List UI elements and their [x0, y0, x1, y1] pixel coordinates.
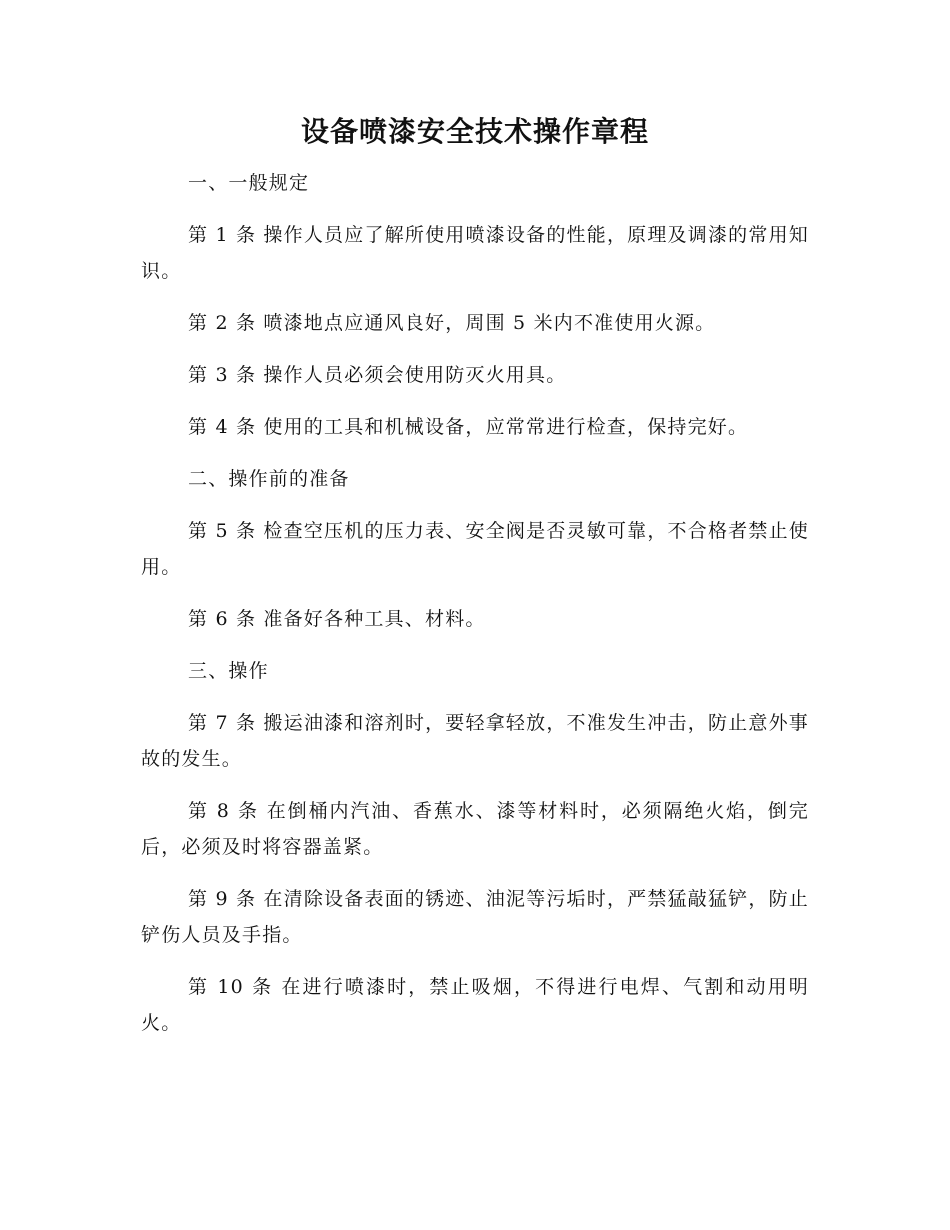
article-4: 第 4 条 使用的工具和机械设备，应常常进行检查，保持完好。 [188, 416, 749, 438]
article-10: 第 10 条 在进行喷漆时，禁止吸烟，不得进行电焊、气割和动用明火。 [141, 976, 809, 1034]
article-1: 第 1 条 操作人员应了解所使用喷漆设备的性能，原理及调漆的常用知识。 [141, 224, 809, 282]
section-heading-preparation: 二、操作前的准备 [188, 468, 350, 490]
article-3: 第 3 条 操作人员必须会使用防灭火用具。 [188, 364, 567, 386]
document-body [141, 165, 809, 1057]
article-7: 第 7 条 搬运油漆和溶剂时，要轻拿轻放，不准发生冲击，防止意外事故的发生。 [141, 712, 809, 770]
section-heading-operation: 三、操作 [188, 660, 269, 682]
article-5: 第 5 条 检查空压机的压力表、安全阀是否灵敏可靠，不合格者禁止使用。 [141, 520, 809, 578]
section-heading-general: 一、一般规定 [188, 172, 310, 194]
article-9: 第 9 条 在清除设备表面的锈迹、油泥等污垢时，严禁猛敲猛铲，防止铲伤人员及手指。 [141, 888, 809, 946]
article-8: 第 8 条 在倒桶内汽油、香蕉水、漆等材料时，必须隔绝火焰，倒完后，必须及时将容器盖紧。 [141, 800, 809, 858]
article-2: 第 2 条 喷漆地点应通风良好，周围 5 米内不准使用火源。 [188, 312, 716, 334]
article-6: 第 6 条 准备好各种工具、材料。 [188, 608, 486, 630]
document-title: 设备喷漆安全技术操作章程 [300, 115, 649, 148]
